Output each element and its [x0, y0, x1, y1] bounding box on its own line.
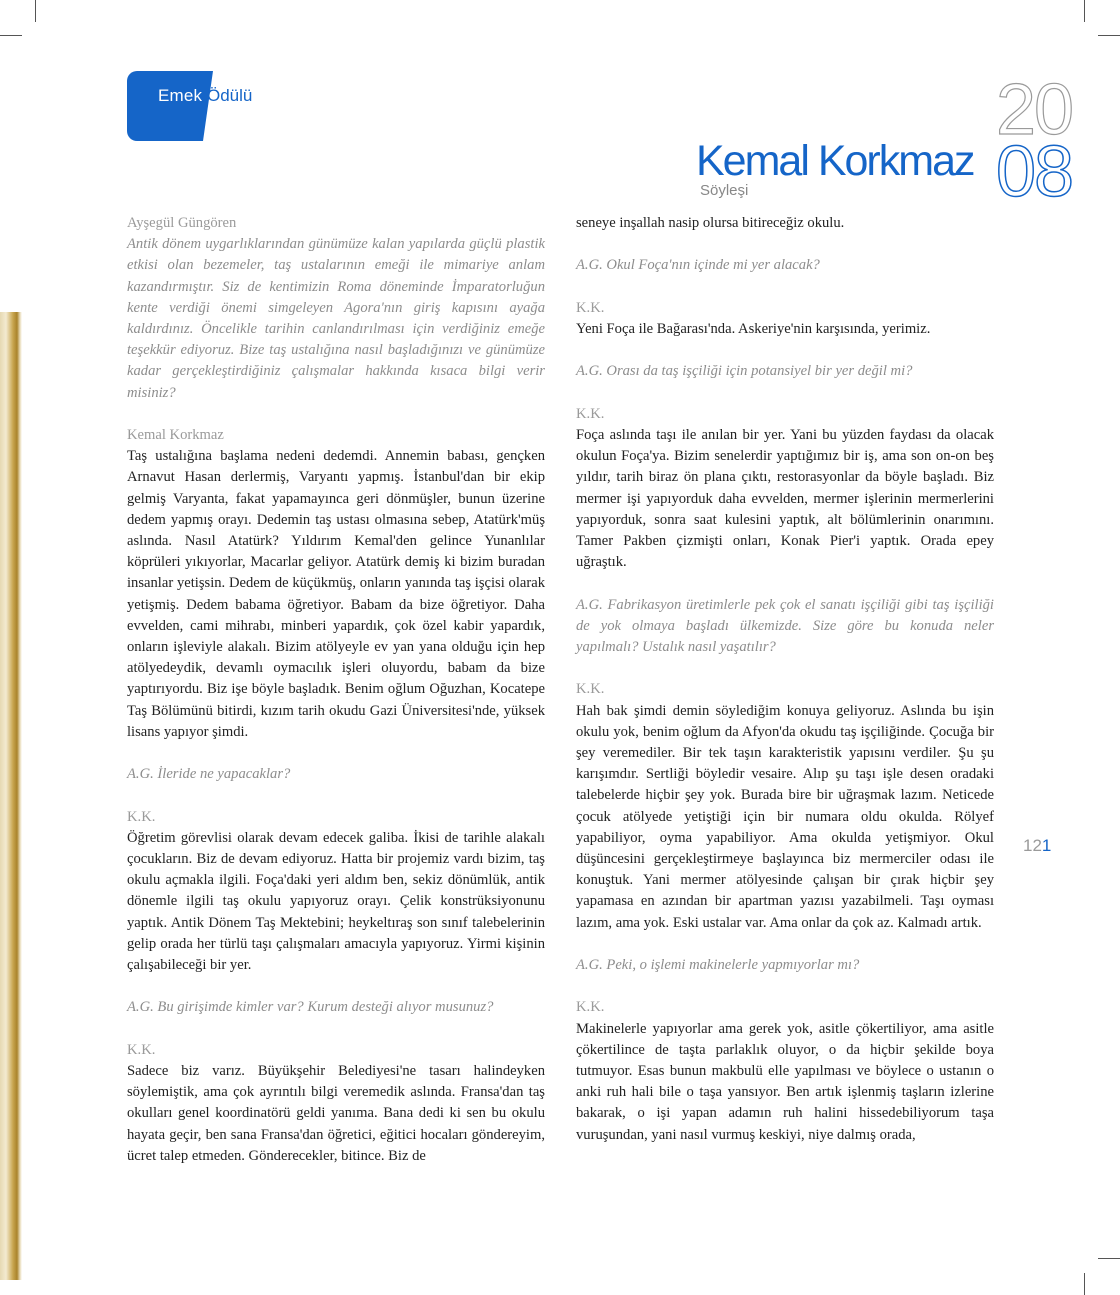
- badge-label-odulu: Ödülü: [207, 86, 253, 105]
- crop-mark: [1098, 1258, 1120, 1259]
- crop-mark: [35, 0, 36, 22]
- speaker-label: K.K.: [576, 299, 605, 316]
- question-text: A.G. Orası da taş işçiliği için potansiyel bir yer değil mi?: [576, 363, 913, 380]
- interview-block: [576, 955, 994, 976]
- answer-text: Taş ustalığına başlama nedeni dedemdi. Annemin babası, gençken Arnavut Hasan derlermiş, Varyantı yapmış. İstanbul'dan bir ekip gelmiş Varyanta, fakat yapamayınca geri dönmüşler, bunun üzerine dedem yapmış orayı. Dedemin taş ustası olmasına sebep, Atatürk'müş aslında. Nasıl Atatürk? Yıldırım Kemal'den gelince Yunanlılar köprüleri yıkıyorlar, Macarlar geliyor. Atatürk demiş ki bizim buradan insanlar yetişsin. Dedem de küçükmüş, onların yanında taş işçisi olarak yetişmiş. Dedem babama öğretiyor. Babam da bize öğretiyor. Daha evvelden, cami mihrabı, minberi yapardık, çok özel kabir yapardık, onların işleviyle alakalı. Bizim atölyeyle ev yan yana olduğu için hep atölyedeydik, devamlı oymacılık işleri oluyordu, babam da bize yaptırıyordu. Biz işe böyle başladık. Benim oğlum Oğuzhan, Kocatepe Taş Bölümünü bitirdi, kızım tarih okudu Gazi Üniversitesi'nde, yüksek lisans yapıyor şimdi.: [127, 448, 545, 740]
- page-number-prefix: 12: [1023, 836, 1042, 855]
- page-number-suffix: 1: [1041, 836, 1052, 855]
- interview-block: [576, 213, 994, 234]
- speaker-label: K.K.: [127, 808, 156, 825]
- emek-badge: [127, 71, 203, 141]
- speaker-label: K.K.: [576, 999, 605, 1016]
- interview-block: [127, 764, 545, 785]
- speaker-label: K.K.: [576, 405, 605, 422]
- question-text: A.G. İleride ne yapacaklar?: [127, 766, 291, 783]
- badge-label-emek: Emek: [158, 86, 203, 105]
- interview-block: [127, 1040, 545, 1167]
- book-spine: [0, 312, 22, 1280]
- question-text: Antik dönem uygarlıklarından günümüze kalan yapılarda güçlü plastik etkisi olan bezemeler, taş ustalarının emeği ile mimariye anlam kazandırmıştır. Siz de kentimizin Roma döneminde İmparatorluğun kente verdiği önemi simgeleyen Agora'nın giriş kapısını ayağa kaldırdınız. Öncelikle tarihin canlandırılması için verdiğiniz emeğe teşekkür ediyoruz. Bize taş ustalığına nasıl başladığınızı ve günümüze kadar gerçekleştirdiğiniz çalışmalar hakkında kısaca bilgi verir misiniz?: [127, 236, 545, 401]
- answer-text: Sadece biz varız. Büyükşehir Belediyesi'ne tasarı halindeyken söylemiştik, ama çok ayrıntılı bilgi veremedik aslında. Fransa'dan taş okulları genel koordinatörü geldi yanıma. Bana dedi ki sen bu okulu hayata geçir, ben sana Fransa'dan öğretici, eğitici hocaları göndereyim, ücret talep etmeden. Gönderecekler, bitince. Biz de: [127, 1063, 545, 1164]
- year-bottom: 08: [996, 132, 1073, 212]
- interview-block: [127, 807, 545, 977]
- interview-block: [127, 997, 545, 1018]
- interview-block: [576, 595, 994, 659]
- year-top: 20: [996, 70, 1073, 150]
- interview-block: [127, 213, 545, 404]
- interview-block: [576, 404, 994, 574]
- answer-text: Öğretim görevlisi olarak devam edecek galiba. İkisi de tarihle alakalı çocukların. Biz de devam ediyoruz. Hatta bir projemiz vardı bizim, taş okulu açmakla ilgili. Foça'daki yeri aldım ben, sekiz dönümlük, antik dönemle ilgili taş okulu yapıyoruz orayı. Çelik konstrüksiyonunu yaptık. Antik Dönem Taş Mektebini; heykeltıraş son sınıf talebelerinin gelip orada her türlü taşı çalışmaları amacıyla yapıyoruz. Yirmi kişinin çalışabileceği bir yer.: [127, 829, 545, 974]
- answer-text: Makinelerle yapıyorlar ama gerek yok, asitle çökertiliyor, ama asitle çökertilince de taşta parlaklık oluyor, o da hiçbir şekilde boya tutmuyor. Esas bunun makbulü elle yapılması ve böylece o ustanın o anki ruh hali bile o taşa yansıyor. Ben artık işlenmiş taşların izlerine bakarak, o işi yapan adamın ruh halini hissedebiliyorum taşa vuruşundan, yani nasıl vurmuş keskiyi, niye dalmış orada,: [576, 1020, 994, 1143]
- question-text: A.G. Okul Foça'nın içinde mi yer alacak?: [576, 257, 820, 274]
- question-text: A.G. Peki, o işlemi makinelerle yapmıyorlar mı?: [576, 957, 860, 973]
- answer-text: seneye inşallah nasip olursa bitireceğiz okulu.: [576, 215, 845, 231]
- interview-block: [576, 298, 994, 340]
- interview-block: [576, 679, 994, 933]
- crop-mark: [1098, 35, 1120, 36]
- crop-mark: [1084, 0, 1085, 22]
- interview-block: [127, 425, 545, 743]
- answer-text: Yeni Foça ile Bağarası'nda. Askeriye'nin karşısında, yerimiz.: [576, 320, 931, 337]
- speaker-label: K.K.: [127, 1041, 156, 1058]
- crop-mark: [0, 35, 22, 36]
- speaker-label: Ayşegül Güngören: [127, 215, 237, 231]
- interview-block: [576, 255, 994, 276]
- speaker-label: K.K.: [576, 681, 605, 698]
- speaker-label: Kemal Korkmaz: [127, 427, 224, 444]
- page-subtitle: Söyleşi: [700, 182, 749, 199]
- crop-mark: [1084, 1273, 1085, 1295]
- right-column: [576, 213, 994, 1167]
- page-title: Kemal Korkmaz: [696, 137, 974, 185]
- question-text: A.G. Fabrikasyon üretimlerle pek çok el sanatı işçiliği gibi taş işçiliği de yok olmaya başladı ülkemizde. Size göre bu konuda neler yapılmalı? Ustalık nasıl yaşatılır?: [576, 596, 994, 655]
- interview-block: [576, 361, 994, 382]
- interview-block: [576, 997, 994, 1145]
- answer-text: Foça aslında taşı ile anılan bir yer. Yani bu yüzden faydası da olacak okulun Foça'ya. Bizim senelerdir yaptığımız bir iş, ama son on-on beş yıldır, tarih biraz ön plana çıktı, restorasyonlar da böyle başladı. Biz mermer işi yapıyorduk daha evvelden, mermer işlerinin mermerlerini yapıyorduk, sonra saat kulesini yaptık, alt bölümlerinin onarımını. Tamer Pakben çizmişti onları, Konak Pier'i yaptık. Orada epey uğraştık.: [576, 426, 994, 571]
- question-text: A.G. Bu girişimde kimler var? Kurum desteği alıyor musunuz?: [127, 999, 494, 1016]
- emek-badge-corner: [203, 71, 213, 141]
- page-number: [1023, 836, 1051, 856]
- answer-text: Hah bak şimdi demin söylediğim konuya geliyoruz. Aslında bu işin okulu yok, benim oğlum da Afyon'da okudu taş işçiliğinde. Çocuğa bir şey veremediler. Bir tek taşın karakteristik yapısını verdiler. Şu şu karışımdır. Sertliği böyledir vesaire. Alıp şu taşı işle desen oradaki talebelerde hiçbir şey yok. Burada bire bir uğraşmak lazım. Neticede çocuk atölyede yetiştiği için bir numara oldu okulda. Rölyef yapabiliyor, oyma yapabiliyor. Ama okulda yetişmiyor. Okul düşüncesini gerçekleştirmeye başlayınca biz mermerciler odası ile konuştuk. Yani mermer atölyesinde çalışan bir çırak hiçbir şey yapamasa en azından bir apartman yazısı yazabilmeli. Taşı oyması lazım, ama yok. Eski ustalar var. Ama onlar da çok az. Kalmadı artık.: [576, 702, 994, 931]
- left-column: [127, 213, 545, 1188]
